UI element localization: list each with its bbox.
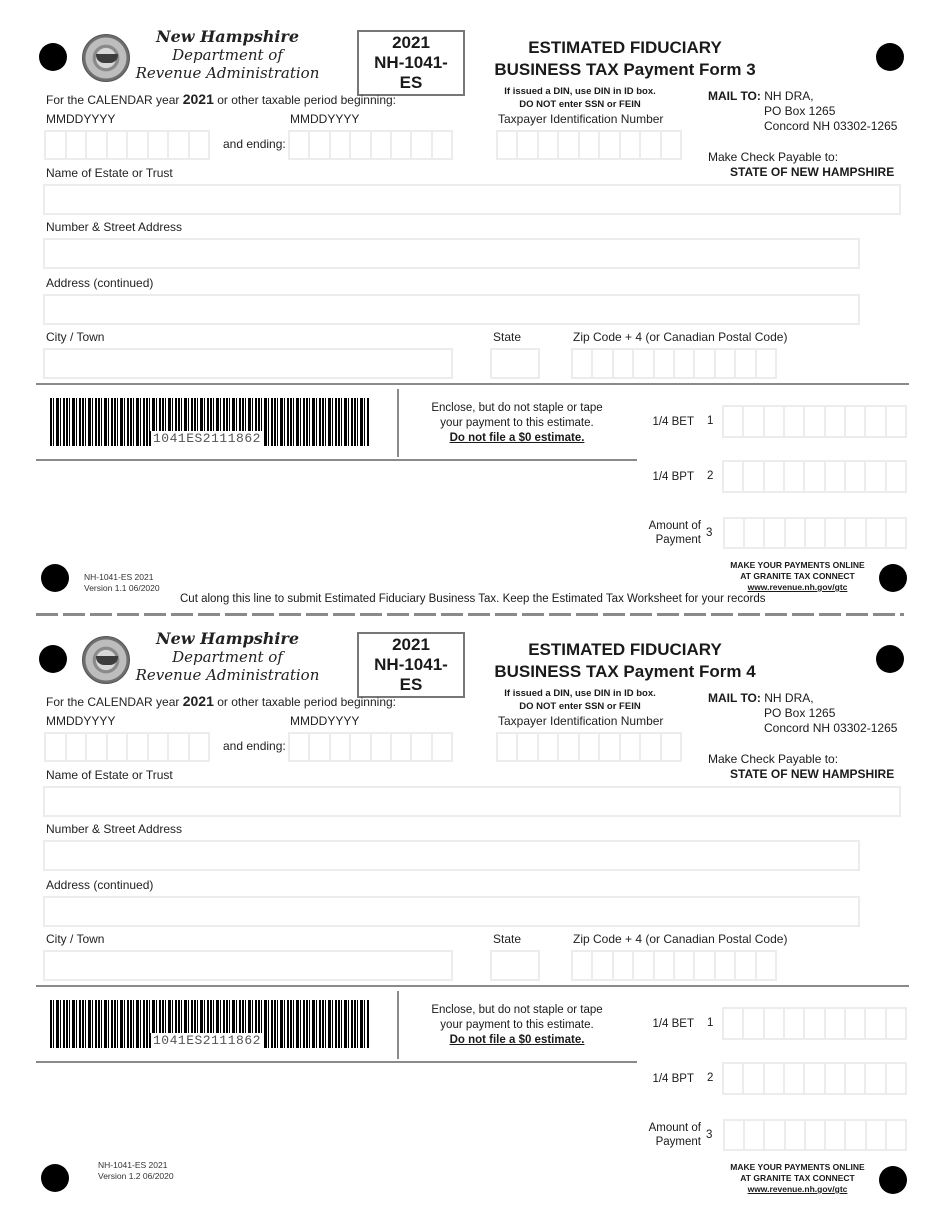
bet-line-number: 1 xyxy=(707,1017,714,1029)
zip-label: Zip Code + 4 (or Canadian Postal Code) xyxy=(573,330,788,344)
cut-line-instruction: Cut along this line to submit Estimated Fiduciary Business Tax. Keep the Estimated Tax Worksheet for your records xyxy=(180,593,766,605)
form-id-box xyxy=(357,632,465,698)
state-input[interactable] xyxy=(490,348,540,379)
state-label: State xyxy=(493,330,522,344)
bpt-line-number: 2 xyxy=(707,470,714,482)
name-label: Name of Estate or Trust xyxy=(46,768,173,782)
begin-date-input[interactable] xyxy=(44,732,210,762)
tin-input[interactable] xyxy=(496,130,682,160)
department-line1: New Hampshire xyxy=(155,27,300,46)
form-code: NH-1041-ES xyxy=(374,655,448,694)
address2-input[interactable] xyxy=(43,896,860,927)
begin-format-label: MMDDYYYY xyxy=(46,714,116,728)
version-info: NH-1041-ES 2021 Version 1.1 06/2020 xyxy=(84,572,160,593)
gtc-link[interactable]: www.revenue.nh.gov/gtc xyxy=(747,1184,848,1194)
registration-dot-bottom-right xyxy=(879,564,907,592)
state-label: State xyxy=(493,932,522,946)
name-input[interactable] xyxy=(43,786,901,817)
tin-label: Taxpayer Identification Number xyxy=(498,714,664,728)
divider-top xyxy=(36,985,909,987)
bet-label: 1/4 BET xyxy=(652,1018,694,1030)
and-ending-label: and ending: xyxy=(223,137,286,151)
begin-format-label: MMDDYYYY xyxy=(46,112,116,126)
end-format-label: MMDDYYYY xyxy=(290,714,360,728)
divider-bottom xyxy=(36,459,637,461)
bet-label: 1/4 BET xyxy=(652,416,694,428)
payment-amount-input[interactable] xyxy=(723,517,907,549)
payment-line-number: 3 xyxy=(706,527,713,539)
city-label: City / Town xyxy=(46,330,105,344)
street-label: Number & Street Address xyxy=(46,822,183,836)
form-year: 2021 xyxy=(392,33,430,52)
payment-label: Amount of Payment xyxy=(648,520,701,546)
barcode-number: 1041ES2111862 xyxy=(150,431,263,446)
form-title xyxy=(485,37,765,81)
payee: STATE OF NEW HAMPSHIRE xyxy=(730,165,895,179)
department-name xyxy=(135,630,320,684)
bpt-amount-input[interactable] xyxy=(722,1062,907,1095)
divider-vertical xyxy=(397,991,399,1059)
form-title-line2: BUSINESS TAX Payment Form 4 xyxy=(494,662,756,681)
end-date-input[interactable] xyxy=(288,130,453,160)
registration-dot-right xyxy=(876,645,904,673)
mail-to: MAIL TO: NH DRA, PO Box 1265 Concord NH 03302-1265 xyxy=(708,89,898,133)
department-line3: Revenue Administration xyxy=(135,64,320,82)
mail-to-label: MAIL TO: xyxy=(708,691,761,705)
department-line3: Revenue Administration xyxy=(135,666,320,684)
form-title-line2: BUSINESS TAX Payment Form 3 xyxy=(494,60,756,79)
address2-input[interactable] xyxy=(43,294,860,325)
barcode xyxy=(50,1000,370,1048)
bpt-amount-input[interactable] xyxy=(722,460,907,493)
period-label: For the CALENDAR year 2021 or other taxable period beginning: xyxy=(46,91,397,107)
form-title xyxy=(485,639,765,683)
tin-input[interactable] xyxy=(496,732,682,762)
street-label: Number & Street Address xyxy=(46,220,183,234)
nh-seal-logo xyxy=(82,34,130,82)
city-label: City / Town xyxy=(46,932,105,946)
registration-dot-left xyxy=(39,43,67,71)
bet-amount-input[interactable] xyxy=(722,1007,907,1040)
registration-dot-bottom-right xyxy=(879,1166,907,1194)
online-payment-note: MAKE YOUR PAYMENTS ONLINE AT GRANITE TAX CONNECT www.revenue.nh.gov/gtc xyxy=(730,560,865,592)
version-info: NH-1041-ES 2021 Version 1.2 06/2020 xyxy=(98,1160,174,1181)
cut-line[interactable] xyxy=(36,613,904,616)
end-date-input[interactable] xyxy=(288,732,453,762)
bpt-label: 1/4 BPT xyxy=(652,471,694,483)
form-title-line1: ESTIMATED FIDUCIARY xyxy=(528,38,722,57)
payment-label: Amount of Payment xyxy=(648,1122,701,1148)
period-year: 2021 xyxy=(182,91,214,107)
bet-line-number: 1 xyxy=(707,415,714,427)
enclose-note: Enclose, but do not staple or tape your payment to this estimate. Do not file a $0 estimate. xyxy=(431,402,603,444)
mail-to-label: MAIL TO: xyxy=(708,89,761,103)
state-input[interactable] xyxy=(490,950,540,981)
begin-date-input[interactable] xyxy=(44,130,210,160)
online-payment-note: MAKE YOUR PAYMENTS ONLINE AT GRANITE TAX CONNECT www.revenue.nh.gov/gtc xyxy=(730,1162,865,1194)
end-format-label: MMDDYYYY xyxy=(290,112,360,126)
zip-input[interactable] xyxy=(571,950,777,981)
name-label: Name of Estate or Trust xyxy=(46,166,173,180)
payment-line-number: 3 xyxy=(706,1129,713,1141)
nh-seal-logo xyxy=(82,636,130,684)
registration-dot-bottom-left xyxy=(41,564,69,592)
divider-bottom xyxy=(36,1061,637,1063)
street-input[interactable] xyxy=(43,238,860,269)
barcode-number: 1041ES2111862 xyxy=(150,1033,263,1048)
divider-top xyxy=(36,383,909,385)
form-code: NH-1041-ES xyxy=(374,53,448,92)
department-name xyxy=(135,28,320,82)
check-payable: Make Check Payable to: STATE OF NEW HAMPSHIRE xyxy=(708,752,895,781)
zip-input[interactable] xyxy=(571,348,777,379)
registration-dot-right xyxy=(876,43,904,71)
department-line2: Department of xyxy=(172,648,283,666)
barcode xyxy=(50,398,370,446)
department-line1: New Hampshire xyxy=(155,629,300,648)
period-year: 2021 xyxy=(182,693,214,709)
din-note: If issued a DIN, use DIN in ID box. DO NOT enter SSN or FEIN xyxy=(504,688,656,712)
zero-estimate-warning: Do not file a $0 estimate. xyxy=(449,432,585,444)
registration-dot-left xyxy=(39,645,67,673)
mail-to: MAIL TO: NH DRA, PO Box 1265 Concord NH 03302-1265 xyxy=(708,691,898,735)
tin-label: Taxpayer Identification Number xyxy=(498,112,664,126)
gtc-link[interactable]: www.revenue.nh.gov/gtc xyxy=(747,582,848,592)
city-input[interactable] xyxy=(43,950,453,981)
department-line2: Department of xyxy=(172,46,283,64)
zero-estimate-warning: Do not file a $0 estimate. xyxy=(449,1034,585,1046)
form-id-box xyxy=(357,30,465,96)
bet-amount-input[interactable] xyxy=(722,405,907,438)
address2-label: Address (continued) xyxy=(46,276,154,290)
bpt-line-number: 2 xyxy=(707,1072,714,1084)
form-year: 2021 xyxy=(392,635,430,654)
registration-dot-bottom-left xyxy=(41,1164,69,1192)
period-label: For the CALENDAR year 2021 or other taxable period beginning: xyxy=(46,693,397,709)
street-input[interactable] xyxy=(43,840,860,871)
din-note: If issued a DIN, use DIN in ID box. DO NOT enter SSN or FEIN xyxy=(504,86,656,110)
bpt-label: 1/4 BPT xyxy=(652,1073,694,1085)
check-payable: Make Check Payable to: STATE OF NEW HAMPSHIRE xyxy=(708,150,895,179)
enclose-note: Enclose, but do not staple or tape your payment to this estimate. Do not file a $0 estimate. xyxy=(431,1004,603,1046)
divider-vertical xyxy=(397,389,399,457)
address2-label: Address (continued) xyxy=(46,878,154,892)
name-input[interactable] xyxy=(43,184,901,215)
form-title-line1: ESTIMATED FIDUCIARY xyxy=(528,640,722,659)
payee: STATE OF NEW HAMPSHIRE xyxy=(730,767,895,781)
zip-label: Zip Code + 4 (or Canadian Postal Code) xyxy=(573,932,788,946)
payment-amount-input[interactable] xyxy=(723,1119,907,1151)
city-input[interactable] xyxy=(43,348,453,379)
and-ending-label: and ending: xyxy=(223,739,286,753)
